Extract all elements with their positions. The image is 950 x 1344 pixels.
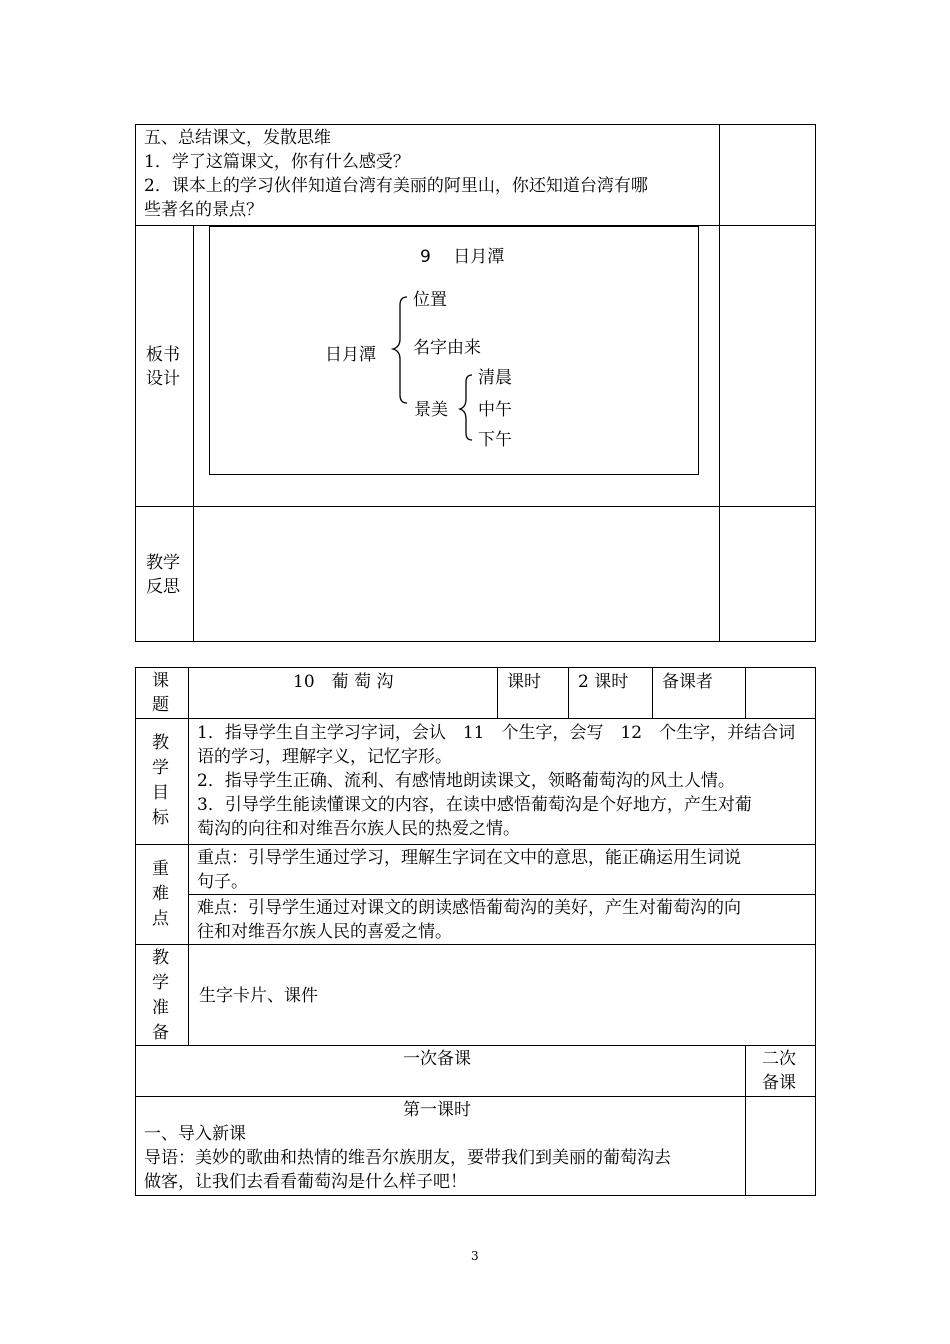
scenery-brace	[460, 375, 472, 440]
goal-1-line1: 1．指导学生自主学习字词，会认 11 个生字，会写 12 个生字，并结合词	[197, 723, 796, 743]
topic-label-char2: 题	[152, 695, 169, 715]
goal-3-line2: 萄沟的向往和对维吾尔族人民的热爱之情。	[197, 819, 520, 839]
intro-line2: 做客，让我们去看看葡萄沟是什么样子吧！	[144, 1172, 467, 1192]
second-prep-heading	[762, 1047, 796, 1095]
goals-label-char2: 学	[152, 758, 169, 778]
scenery-afternoon: 下午	[478, 430, 512, 450]
page-number: 3	[471, 1249, 479, 1263]
prep-value: 生字卡片、课件	[199, 986, 318, 1006]
goals-label-char1: 教	[152, 733, 169, 753]
key-point-line1: 重点：引导学生通过学习，理解生字词在文中的意思，能正确运用生词说	[197, 848, 741, 868]
branch-location: 位置	[413, 290, 447, 310]
question-2-line2: 些著名的景点？	[144, 200, 263, 220]
reflection-label	[146, 551, 180, 599]
board-design-label-line1: 板书	[146, 345, 180, 365]
board-root: 日月潭	[325, 345, 376, 365]
goal-3-line1: 3．引导学生能读懂课文的内容，在读中感悟葡萄沟是个好地方，产生对葡	[197, 795, 752, 815]
question-2-line1: 2．课本上的学习伙伴知道台湾有美丽的阿里山，你还知道台湾有哪	[144, 176, 648, 196]
board-diagram	[209, 226, 699, 475]
difficulty-block	[197, 896, 812, 944]
prep-label-char1: 教	[152, 948, 169, 968]
topic-value: 10 葡 萄 沟	[293, 672, 394, 692]
preparer-label: 备课者	[662, 672, 713, 692]
section-five-block	[144, 126, 714, 222]
second-prep-line2: 备课	[762, 1073, 796, 1093]
goals-label	[152, 731, 169, 831]
difficulty-line2: 往和对维吾尔族人民的喜爱之情。	[197, 922, 452, 942]
goals-label-char3: 目	[152, 783, 169, 803]
branch-scenery: 景美	[414, 400, 448, 420]
branch-name-origin: 名字由来	[413, 338, 481, 358]
goal-1-line2: 语的学习，理解字义，记忆字形。	[197, 747, 452, 767]
prep-label	[152, 946, 169, 1046]
topic-label-char1: 课	[152, 671, 169, 691]
goals-label-char4: 标	[152, 808, 169, 828]
keypoints-label	[152, 857, 169, 932]
main-brace	[393, 297, 407, 403]
intro-heading: 一、导入新课	[144, 1124, 246, 1144]
section-five-heading: 五、总结课文，发散思维	[144, 128, 331, 148]
goal-2: 2．指导学生正确、流利、有感情地朗读课文，领略葡萄沟的风土人情。	[197, 771, 735, 791]
goals-block	[197, 721, 812, 841]
intro-block	[144, 1122, 742, 1194]
period-1-title: 第一课时	[403, 1100, 471, 1120]
keypoints-label-char2: 难	[152, 884, 169, 904]
question-1: 1．学了这篇课文，你有什么感受？	[144, 152, 410, 172]
prep-label-char2: 学	[152, 973, 169, 993]
intro-line1: 导语：美妙的歌曲和热情的维吾尔族朋友，要带我们到美丽的葡萄沟去	[144, 1148, 671, 1168]
hours-label: 课时	[507, 672, 541, 692]
board-design-label-line2: 设计	[146, 369, 180, 389]
reflection-label-line2: 反思	[146, 577, 180, 597]
second-prep-line1: 二次	[762, 1049, 796, 1069]
topic-label	[152, 669, 169, 717]
first-prep-heading: 一次备课	[403, 1049, 471, 1069]
hours-value: 2 课时	[578, 672, 629, 692]
reflection-label-line1: 教学	[146, 553, 180, 573]
difficulty-line1: 难点：引导学生通过对课文的朗读感悟葡萄沟的美好，产生对葡萄沟的向	[197, 898, 741, 918]
key-point-line2: 句子。	[197, 872, 248, 892]
prep-label-char4: 备	[152, 1023, 169, 1043]
board-title: 9 日月潭	[420, 247, 505, 267]
key-point-block	[197, 846, 812, 894]
scenery-noon: 中午	[478, 400, 512, 420]
board-design-label	[146, 343, 180, 391]
keypoints-label-char3: 点	[152, 909, 169, 929]
prep-label-char3: 准	[152, 998, 169, 1018]
scenery-morning: 清晨	[478, 368, 512, 388]
keypoints-label-char1: 重	[152, 859, 169, 879]
